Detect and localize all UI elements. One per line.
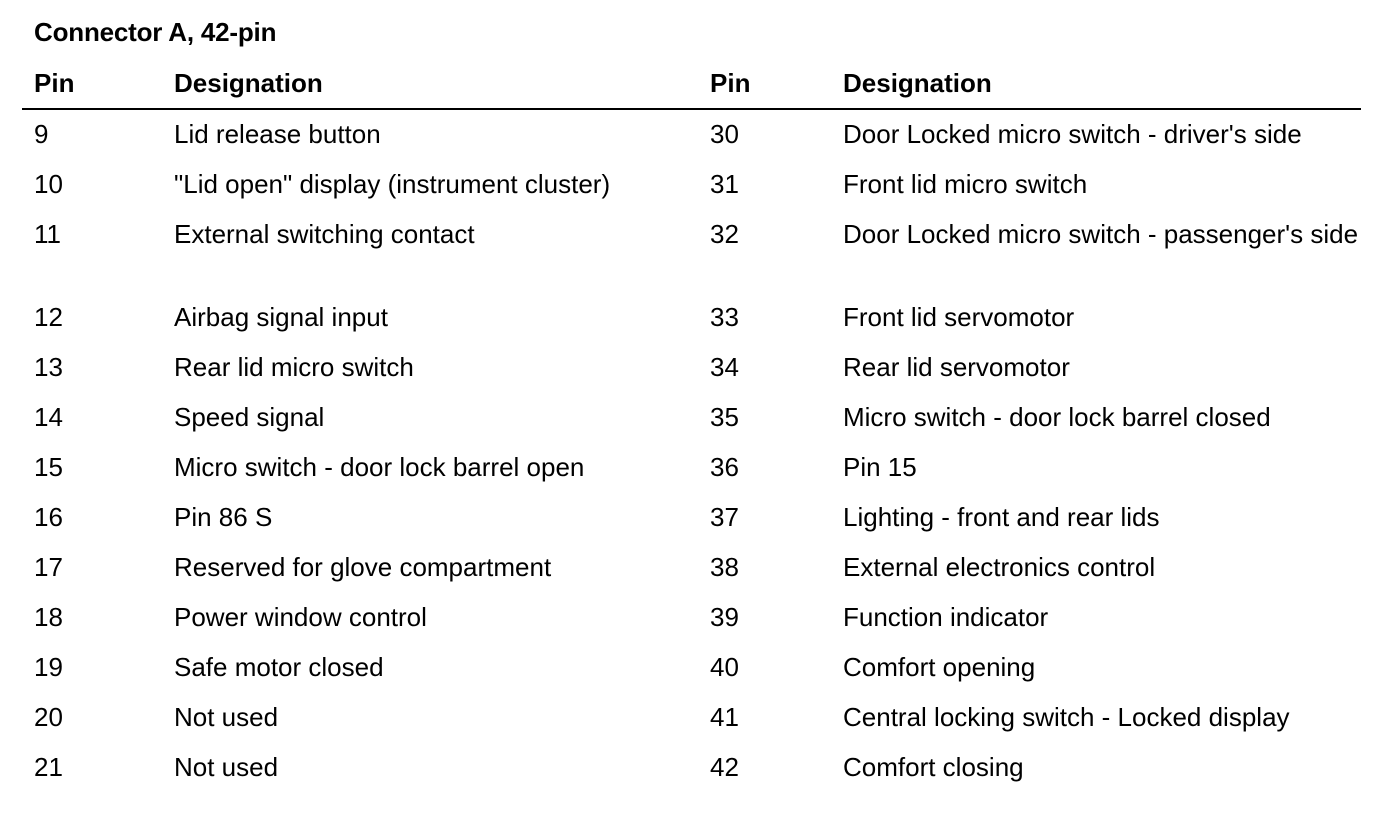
pin-right-cell: 31 bbox=[710, 169, 739, 199]
table-row bbox=[22, 210, 1361, 293]
designation-right-cell: Rear lid servomotor bbox=[843, 352, 1070, 382]
table-row bbox=[22, 493, 1361, 543]
pin-left-cell: 21 bbox=[34, 752, 63, 782]
designation-right-cell: Function indicator bbox=[843, 602, 1049, 632]
designation-left-cell: Reserved for glove compartment bbox=[174, 552, 552, 582]
designation-right-cell: Micro switch - door lock barrel closed bbox=[843, 402, 1271, 432]
header-designation-right: Designation bbox=[831, 64, 1361, 109]
designation-left-cell: "Lid open" display (instrument cluster) bbox=[174, 169, 611, 199]
designation-right-cell: Comfort closing bbox=[843, 752, 1024, 782]
designation-left-cell: Not used bbox=[174, 752, 279, 782]
table-row bbox=[22, 109, 1361, 160]
designation-right-cell: Door Locked micro switch - driver's side bbox=[843, 119, 1302, 149]
pin-right-cell: 36 bbox=[710, 452, 739, 482]
pin-right-cell: 40 bbox=[710, 652, 739, 682]
pin-assignment-table bbox=[22, 64, 1361, 793]
pin-left-cell: 13 bbox=[34, 352, 63, 382]
designation-right-cell: Lighting - front and rear lids bbox=[843, 502, 1160, 532]
designation-left-cell: Not used bbox=[174, 702, 279, 732]
designation-left-cell: Lid release button bbox=[174, 119, 381, 149]
pin-right-cell: 33 bbox=[710, 302, 739, 332]
table-row bbox=[22, 393, 1361, 443]
table-row bbox=[22, 343, 1361, 393]
pin-right-cell: 42 bbox=[710, 752, 739, 782]
table-row bbox=[22, 743, 1361, 793]
pin-left-cell: 11 bbox=[34, 219, 61, 249]
designation-right-cell: Comfort opening bbox=[843, 652, 1036, 682]
pin-left-cell: 18 bbox=[34, 602, 63, 632]
pin-left-cell: 17 bbox=[34, 552, 63, 582]
designation-left-cell: Rear lid micro switch bbox=[174, 352, 414, 382]
pin-left-cell: 9 bbox=[34, 119, 49, 149]
header-pin-right: Pin bbox=[698, 64, 831, 109]
pin-left-cell: 14 bbox=[34, 402, 63, 432]
header-designation-left: Designation bbox=[162, 64, 698, 109]
table-row bbox=[22, 160, 1361, 210]
pin-right-cell: 37 bbox=[710, 502, 739, 532]
designation-left-cell: Speed signal bbox=[174, 402, 325, 432]
pin-left-cell: 19 bbox=[34, 652, 63, 682]
pin-right-cell: 35 bbox=[710, 402, 739, 432]
table-row bbox=[22, 543, 1361, 593]
designation-left-cell: Power window control bbox=[174, 602, 427, 632]
pin-left-cell: 16 bbox=[34, 502, 63, 532]
table-title: Connector A, 42-pin bbox=[34, 17, 277, 47]
pin-left-cell: 20 bbox=[34, 702, 63, 732]
designation-left-cell: Pin 86 S bbox=[174, 502, 273, 532]
designation-right-cell: Front lid servomotor bbox=[843, 302, 1075, 332]
table-row bbox=[22, 643, 1361, 693]
table-row bbox=[22, 293, 1361, 343]
designation-left-cell: Safe motor closed bbox=[174, 652, 384, 682]
designation-right-cell: Pin 15 bbox=[843, 452, 917, 482]
table-row bbox=[22, 443, 1361, 493]
header-pin-left: Pin bbox=[22, 64, 162, 109]
designation-left-cell: External switching contact bbox=[174, 219, 475, 249]
pin-right-cell: 41 bbox=[710, 702, 739, 732]
pin-right-cell: 34 bbox=[710, 352, 739, 382]
pin-left-cell: 15 bbox=[34, 452, 63, 482]
table-row bbox=[22, 593, 1361, 643]
pin-left-cell: 10 bbox=[34, 169, 63, 199]
pin-right-cell: 38 bbox=[710, 552, 739, 582]
pin-right-cell: 32 bbox=[710, 219, 739, 249]
designation-left-cell: Micro switch - door lock barrel open bbox=[174, 452, 585, 482]
designation-right-cell: Front lid micro switch bbox=[843, 169, 1088, 199]
designation-right-cell: External electronics control bbox=[843, 552, 1156, 582]
pin-right-cell: 39 bbox=[710, 602, 739, 632]
header-row bbox=[22, 64, 1361, 109]
pin-right-cell: 30 bbox=[710, 119, 739, 149]
designation-right-cell: Central locking switch - Locked display bbox=[843, 702, 1290, 732]
designation-left-cell: Airbag signal input bbox=[174, 302, 388, 332]
pin-left-cell: 12 bbox=[34, 302, 63, 332]
table-row bbox=[22, 693, 1361, 743]
designation-right-cell: Door Locked micro switch - passenger's side bbox=[843, 219, 1359, 249]
